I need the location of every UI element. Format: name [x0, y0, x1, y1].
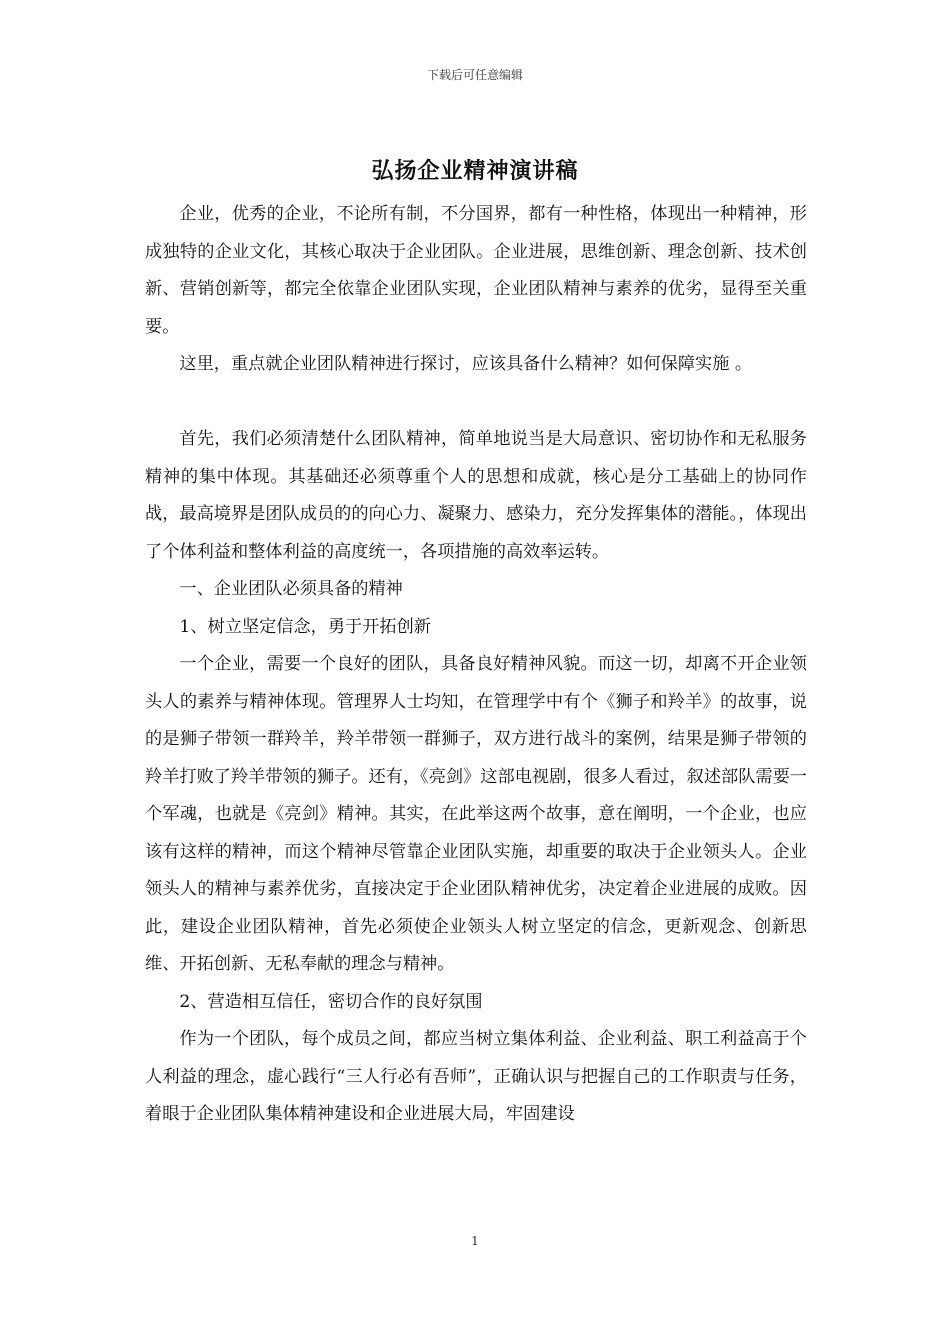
header-note: 下载后可任意编辑: [426, 68, 523, 82]
paragraph-leadership: 一个企业，需要一个良好的团队，具备良好精神风貌。而这一切，却离不开企业领头人的素养与精神体现。管理界人士均知，在管理学中有个《狮子和羚羊》的故事，说的是狮子带领一群羚羊，羚羊带领一群狮子，双方进行战斗的案例，结果是狮子带领的羚羊打败了羚羊带领的狮子。还有，《亮剑》这部电视剧，很多人看过，叙述部队需要一个军魂，也就是《亮剑》精神。其实，在此举这两个故事，意在阐明，一个企业，也应该有这样的精神，而这个精神尽管靠企业团队实施，却重要的取决于企业领头人。企业领头人的精神与素养优劣，直接决定于企业团队精神优劣，决定着企业进展的成败。因此，建设企业团队精神，首先必须使企业领头人树立坚定的信念，更新观念、创新思维、开拓创新、无私奉献的理念与精神。: [145, 654, 807, 974]
paragraph-intro: 企业，优秀的企业，不论所有制，不分国界，都有一种性格，体现出一种精神，形成独特的企业文化，其核心取决于企业团队。企业进展，思维创新、理念创新、技术创新、营销创新等，都完全依靠企业团队实现，企业团队精神与素养的优劣，显得至关重要。: [145, 204, 807, 337]
page-number: 1: [471, 1234, 479, 1248]
paragraph-trust: 作为一个团队，每个成员之间，都应当树立集体利益、企业利益、职工利益高于个人利益的理念，虚心践行“三人行必有吾师”，正确认识与把握自己的工作职责与任务，着眼于企业团队集体精神建设和企业进展大局，牢固建设: [145, 1029, 807, 1124]
paragraph-team-spirit: 首先，我们必须清楚什么团队精神，简单地说当是大局意识、密切协作和无私服务精神的集中体现。其基础还必须尊重个人的思想和成就，核心是分工基础上的协同作战，最高境界是团队成员的的向心力、凝聚力、感染力，充分发挥集体的潜能。，体现出了个体利益和整体利益的高度统一，各项措施的高效率运转。: [145, 429, 807, 562]
document-body: [145, 196, 807, 1134]
subsection-heading-1: 1、树立坚定信念，勇于开拓创新: [179, 616, 431, 637]
document-title: 弘扬企业精神演讲稿: [371, 158, 579, 184]
paragraph-focus: 这里，重点就企业团队精神进行探讨，应该具备什么精神？如何保障实施 。: [179, 354, 753, 374]
section-heading-1: 一、企业团队必须具备的精神: [179, 579, 403, 599]
paragraph-gap: [145, 384, 807, 422]
subsection-heading-2: 2、营造相互信任，密切合作的良好氛围: [179, 991, 483, 1012]
